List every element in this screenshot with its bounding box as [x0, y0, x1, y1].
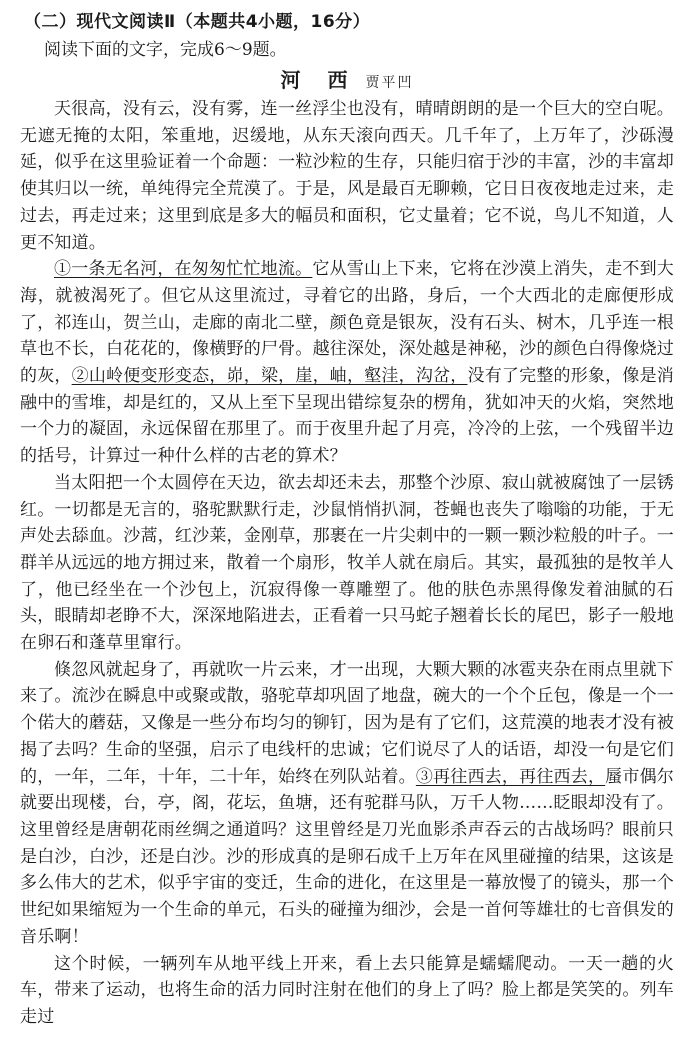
underlined-sentence-2: ②山岭便变形变态，峁，梁，崖，岫，壑洼，沟岔，: [71, 366, 468, 387]
underlined-sentence-1: ①一条无名河，在匆匆忙忙地流。: [54, 259, 313, 280]
paragraph-1-text: 天很高，没有云，没有雾，连一丝浮尘也没有，晴晴朗朗的是一个巨大的空白呢。无遮无掩的太阳，笨重地，迟缓地，从东天滚向西天。几千年了，上万年了，沙砾漫延，似乎在这里验证着一个命题：一粒沙粒的生存，只能归宿于沙的丰富，沙的丰富却使其归以一统，单纯得完全荒漠了。于是，风是最百无聊赖，它日日夜夜地走过来，走过去，再走过来；这里到底是多大的幅员和面积，它丈量着；它不说，鸟儿不知道，人更不知道。: [20, 99, 674, 253]
paragraph-4: [20, 657, 674, 951]
paragraph-4-text-b: 蜃市偶尔就要出现楼，台，亭，阁，花坛，鱼塘，还有驼群马队，万千人物……眨眼却没有了。这里曾经是唐朝花雨丝绸之通道吗？这里曾经是刀光血影杀声吞云的古战场吗？眼前只是白沙，白沙，还是白沙。沙的形成真的是卵石成千上万年在风里碰撞的结果，这该是多么伟大的艺术，似乎宇宙的变迁，生命的进化，在这里是一幕放慢了的镜头，那一个世纪如果缩短为一个生命的单元，石头的碰撞为细沙，会是一首何等雄壮的七音俱发的音乐啊！: [20, 766, 674, 947]
paragraph-2-text-a: 它从雪山上下来，它将在沙漠上消失，走不到大海，就被渴死了。但它从这里流过，寻着它的出路，身后，一个大西北的走廊便形成了，祁连山，贺兰山，走廊的南北二壁，颜色竟是银灰，没有石头、树木，几乎连一根草也不长，白花花的，像横野的尸骨。越往深处，深处越是神秘，沙的颜色白得像烧过的灰，: [20, 259, 674, 387]
reading-instruction: 阅读下面的文字，完成6～9题。: [44, 40, 287, 60]
paragraph-1: [20, 96, 674, 256]
section-heading: （二）现代文阅读Ⅱ（本题共4小题，16分）: [24, 12, 371, 32]
essay-title-line: [20, 64, 674, 96]
paragraph-5: [20, 951, 674, 1031]
underlined-sentence-3: ③再往西去，再往西去，: [415, 766, 606, 787]
paragraph-2-text-b: 没有了完整的形象，像是消融中的雪堆，却是红的，又从上至下呈现出错综复杂的楞角，犹如冲天的火焰，突然地一个力的凝固，永远保留在那里了。而于夜里升起了月亮，冷冷的上弦，一个残留半边的括号，计算过一种什么样的古老的算术？: [20, 366, 674, 467]
essay-title: 河 西: [280, 68, 358, 92]
paragraph-5-text: 这个时候，一辆列车从地平线上开来，看上去只能算是蠕蠕爬动。一天一趟的火车，带来了运动，也将生命的活力同时注射在他们的身上了吗？脸上都是笑笑的。列车走过: [20, 953, 674, 1027]
paragraph-3: [20, 470, 674, 657]
paragraph-4-text-a: 倏忽风就起身了，再就吹一片云来，才一出现，大颗大颗的冰雹夹杂在雨点里就下来了。流沙在瞬息中或聚或散，骆驼草却巩固了地盘，碗大的一个个丘包，像是一个一个偌大的蘑菇，又像是一些分布均匀的铆钉，因为是有了它们，这荒漠的地表才没有被揭了去吗？生命的坚强，启示了电线杆的忠诚；它们说尽了人的话语，却没一句是它们的，一年，二年，十年，二十年，始终在列队站着。: [20, 659, 674, 787]
paragraph-2: [20, 256, 674, 470]
passage: [20, 96, 674, 1031]
paragraph-3-text: 当太阳把一个太圆停在天边，欲去却还未去，那整个沙原、寂山就被腐蚀了一层锈红。一切都是无言的，骆驼默默行走，沙鼠悄悄扒洞，苍蝇也丧失了嗡嗡的功能，于无声处去舔血。沙蒿，红沙莱，金刚草，那裹在一片尖刺中的一颗一颗沙粒般的叶子。一群羊从远远的地方拥过来，散着一个扇形，牧羊人就在扇后。其实，最孤独的是牧羊人了，他已经坐在一个沙包上，沉寂得像一尊雕塑了。他的肤色赤黑得像发着油腻的石头，眼睛却老睁不大，深深地陷进去，正看着一只马蛇子翘着长长的尾巴，影子一般地在卵石和蓬草里窜行。: [20, 472, 674, 654]
essay-author: 贾平凹: [365, 75, 414, 91]
